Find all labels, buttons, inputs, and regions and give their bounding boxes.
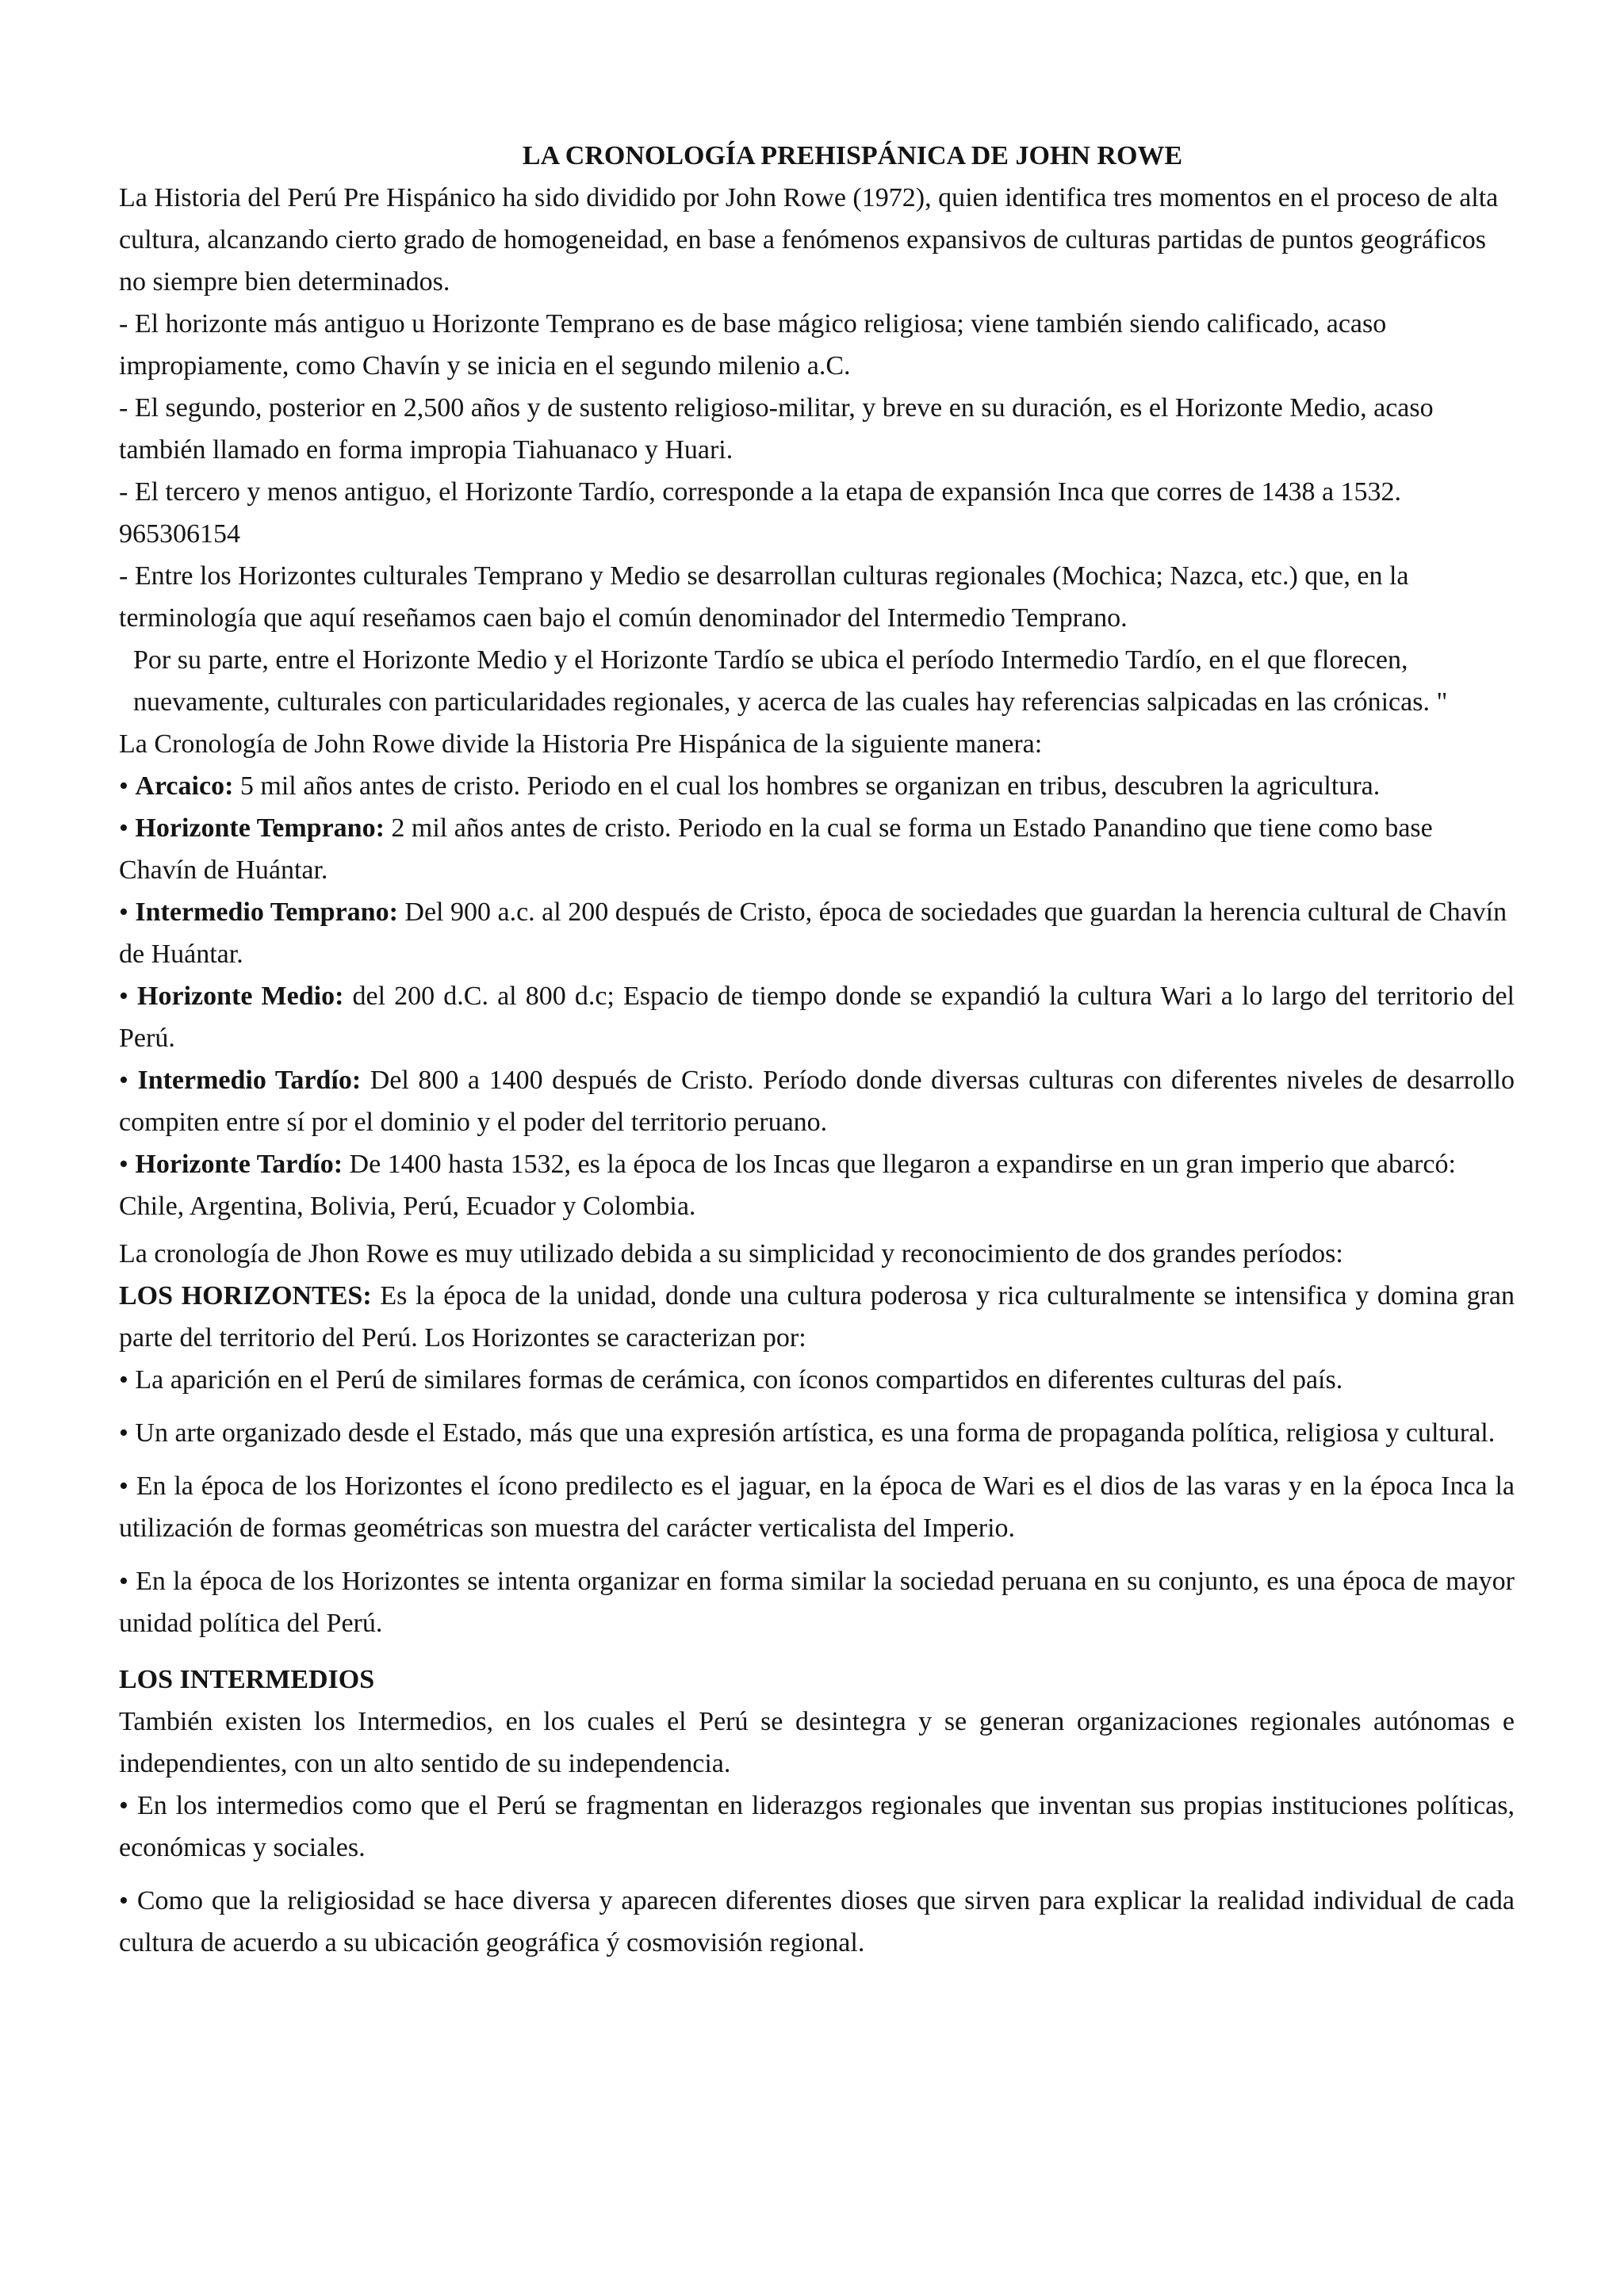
- period-item: [119, 1059, 1515, 1143]
- period-text: 5 mil años antes de cristo. Periodo en el cual los hombres se organizan en tribus, descubren la agricultura.: [233, 771, 1381, 801]
- horizontes-definition: [119, 1275, 1515, 1359]
- bullet-icon: •: [119, 897, 128, 927]
- bullet-icon: •: [119, 1791, 128, 1820]
- period-term: Intermedio Tardío:: [137, 1066, 362, 1095]
- period-item: [119, 1143, 1515, 1227]
- bullet-text: Como que la religiosidad se hace diversa y aparecen diferentes dioses que sirven para explicar la realidad individual de cada cultura de acuerdo a su ubicación geográfica ý cosmovisión regional.: [119, 1886, 1515, 1957]
- bullet-icon: •: [119, 1418, 128, 1448]
- period-term: Horizonte Tardío:: [135, 1150, 343, 1179]
- intermedios-paragraph: También existen los Intermedios, en los cuales el Perú se desintegra y se generan organizaciones regionales autónomas e independientes, con un alto sentido de su independencia.: [119, 1707, 1515, 1778]
- period-term: Intermedio Temprano:: [135, 897, 398, 927]
- intermedios-bullet: [119, 1880, 1515, 1964]
- intermedios-heading: LOS INTERMEDIOS: [119, 1665, 375, 1694]
- bullet-icon: •: [119, 1150, 128, 1179]
- intermedios-bullet: [119, 1785, 1515, 1869]
- period-text: del 200 d.C. al 800 d.c; Espacio de tiempo donde se expandió la cultura Wari a lo largo del territorio del Perú.: [119, 982, 1515, 1053]
- period-term: Arcaico:: [135, 771, 234, 801]
- dash-item: - Entre los Horizontes culturales Temprano y Medio se desarrollan culturas regionales (Mochica; Nazca, etc.) que, en la terminología que aquí reseñamos caen bajo el común denominador del Intermedio Temprano.: [119, 561, 1409, 633]
- simplicity-sentence: La cronología de Jhon Rowe es muy utilizado debida a su simplicidad y reconocimiento de dos grandes períodos:: [119, 1239, 1343, 1269]
- horizontes-bullet: [119, 1560, 1515, 1644]
- bullet-icon: •: [119, 1886, 128, 1915]
- horizontes-bullet: [119, 1465, 1515, 1549]
- period-item: [119, 807, 1515, 891]
- intermedio-tardio-paragraph: Por su parte, entre el Horizonte Medio y el Horizonte Tardío se ubica el período Intermedio Tardío, en el que florecen, nuevamente, culturales con particularidades regionales, y acerca de las cuales hay referencias salpicadas en las crónicas. ": [133, 645, 1448, 717]
- dash-item: - El segundo, posterior en 2,500 años y de sustento religioso-militar, y breve en su duración, es el Horizonte Medio, acaso también llamado en forma impropia Tiahuanaco y Huari.: [119, 393, 1434, 465]
- document-title: LA CRONOLOGÍA PREHISPÁNICA DE JOHN ROWE: [522, 141, 1183, 170]
- horizontes-bullet: [119, 1412, 1515, 1454]
- horizontes-bullet: [119, 1359, 1515, 1401]
- period-item: [119, 765, 1515, 807]
- bullet-text: La aparición en el Perú de similares formas de cerámica, con íconos compartidos en diferentes culturas del país.: [135, 1365, 1343, 1395]
- dash-item: - El horizonte más antiguo u Horizonte Temprano es de base mágico religiosa; viene también siendo calificado, acaso impropiamente, como Chavín y se inicia en el segundo milenio a.C.: [119, 309, 1387, 381]
- horizontes-text: Es la época de la unidad, donde una cultura poderosa y rica culturalmente se intensifica y domina gran parte del territorio del Perú. Los Horizontes se caracterizan por:: [119, 1281, 1515, 1353]
- period-text: Del 900 a.c. al 200 después de Cristo, época de sociedades que guardan la herencia cultural de Chavín de Huántar.: [119, 897, 1507, 969]
- bullet-text: En la época de los Horizontes el ícono predilecto es el jaguar, en la época de Wari es el dios de las varas y en la época Inca la utilización de formas geométricas son muestra del carácter verticalista del Imperio.: [119, 1471, 1515, 1543]
- period-text: Del 800 a 1400 después de Cristo. Período donde diversas culturas con diferentes niveles de desarrollo compiten entre sí por el dominio y el poder del territorio peruano.: [119, 1066, 1515, 1137]
- bullet-icon: •: [119, 982, 128, 1011]
- period-term: Horizonte Temprano:: [135, 813, 385, 843]
- bullet-text: En la época de los Horizontes se intenta organizar en forma similar la sociedad peruana en su conjunto, es una época de mayor unidad política del Perú.: [119, 1567, 1515, 1638]
- intro-paragraph: La Historia del Perú Pre Hispánico ha sido dividido por John Rowe (1972), quien identifica tres momentos en el proceso de alta cultura, alcanzando cierto grado de homogeneidad, en base a fenómenos expansivos de culturas partidas de puntos geográficos no siempre bien determinados.: [119, 183, 1499, 297]
- bullet-text: Un arte organizado desde el Estado, más que una expresión artística, es una forma de propaganda política, religiosa y cultural.: [135, 1418, 1496, 1448]
- bullet-icon: •: [119, 1365, 128, 1395]
- period-item: [119, 975, 1515, 1059]
- period-term: Horizonte Medio:: [137, 982, 344, 1011]
- bullet-icon: •: [119, 1471, 128, 1501]
- bullet-icon: •: [119, 813, 128, 843]
- period-item: [119, 891, 1515, 975]
- bullet-icon: •: [119, 1567, 128, 1596]
- dash-item: - El tercero y menos antiguo, el Horizonte Tardío, corresponde a la etapa de expansión Inca que corres de 1438 a 1532. 965306154: [119, 477, 1402, 549]
- bullet-text: En los intermedios como que el Perú se fragmentan en liderazgos regionales que inventan sus propias instituciones políticas, económicas y sociales.: [119, 1791, 1515, 1862]
- period-text: 2 mil años antes de cristo. Periodo en la cual se forma un Estado Panandino que tiene como base Chavín de Huántar.: [119, 813, 1433, 885]
- bullet-icon: •: [119, 771, 128, 801]
- period-text: De 1400 hasta 1532, es la época de los Incas que llegaron a expandirse en un gran imperio que abarcó: Chile, Argentina, Bolivia, Perú, Ecuador y Colombia.: [119, 1150, 1456, 1221]
- horizontes-term: LOS HORIZONTES:: [119, 1281, 372, 1311]
- document-page: [119, 135, 1515, 1964]
- division-intro: La Cronología de John Rowe divide la Historia Pre Hispánica de la siguiente manera:: [119, 729, 1043, 759]
- bullet-icon: •: [119, 1066, 128, 1095]
